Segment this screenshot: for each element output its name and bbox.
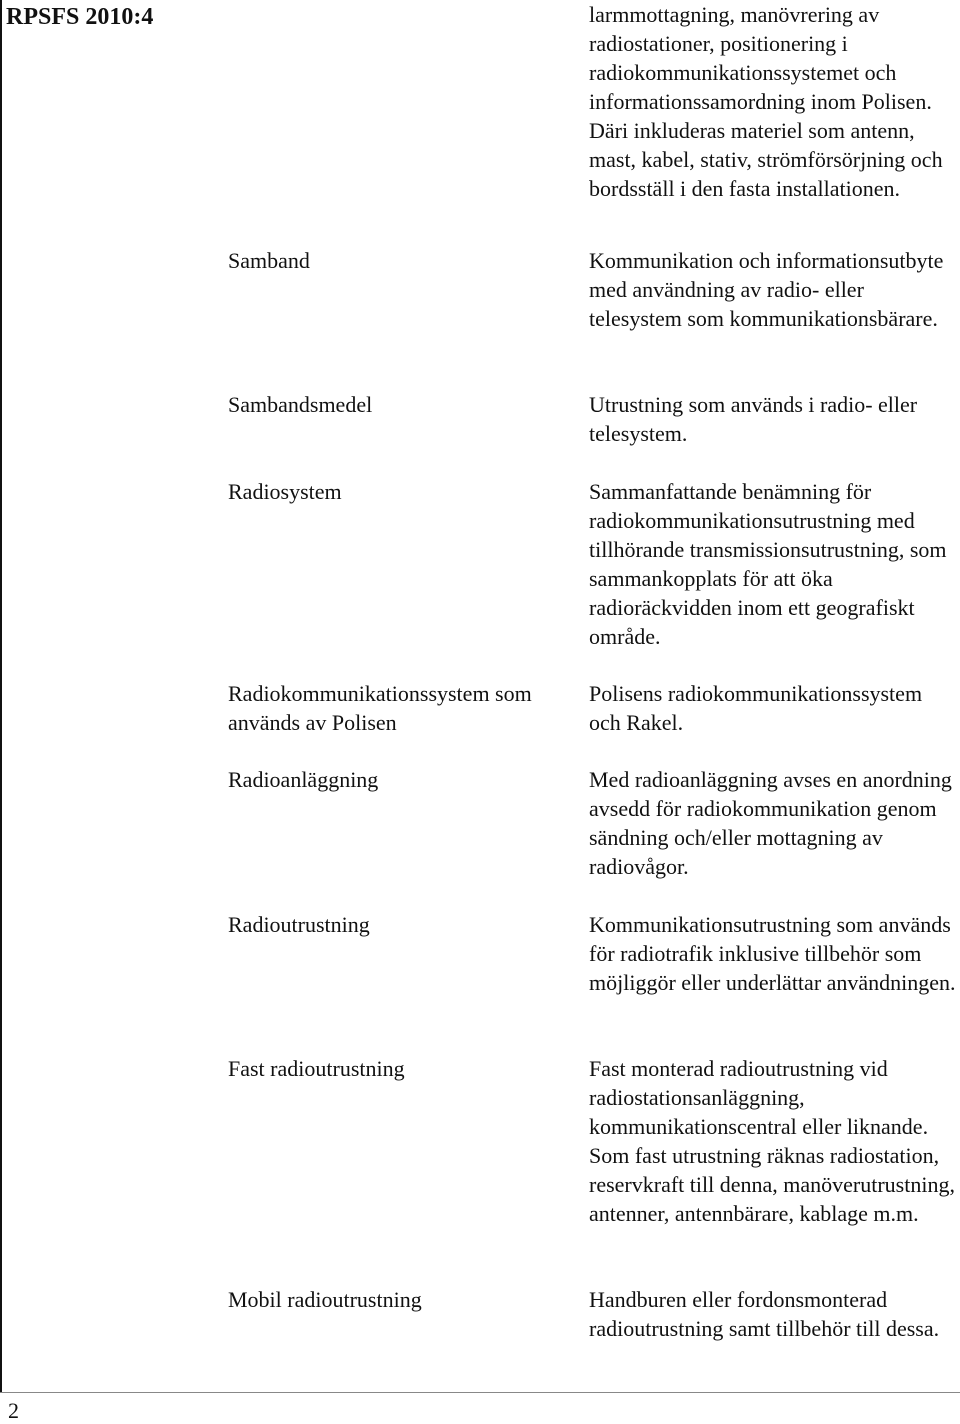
definition-radioanlaggning: Med radioanläggning avses en anordning avsedd för radiokommunikation genom sändning och/eller mottagning av radiovågor. xyxy=(589,767,952,879)
term-radiokommunikationssystem: Radiokommunikationssystem som används av Polisen xyxy=(228,681,532,735)
definition-mobil-radioutrustning: Handburen eller fordonsmonterad radioutrustning samt tillbehör till dessa. xyxy=(589,1287,940,1341)
intro-continuation-text: larmmottagning, manövrering av radiostationer, positionering i radiokommunikationssystemet och informationssamordning inom Polisen. Däri inkluderas materiel som antenn, mast, kabel, stativ, strömförsörjning och bordsställ i den fasta installationen. xyxy=(589,2,943,201)
term-samband: Samband xyxy=(228,248,310,273)
term-sambandsmedel: Sambandsmedel xyxy=(228,392,373,417)
definition-radiokommunikationssystem: Polisens radiokommunikationssystem och Rakel. xyxy=(589,681,923,735)
term-mobil-radioutrustning: Mobil radioutrustning xyxy=(228,1287,422,1312)
page-footer-divider xyxy=(0,1392,960,1393)
page-number: 2 xyxy=(8,1398,19,1423)
term-radioutrustning: Radioutrustning xyxy=(228,912,370,937)
definition-sambandsmedel: Utrustning som används i radio- eller telesystem. xyxy=(589,392,918,446)
term-fast-radioutrustning: Fast radioutrustning xyxy=(228,1056,405,1081)
term-radiosystem: Radiosystem xyxy=(228,479,342,504)
definition-radiosystem: Sammanfattande benämning för radiokommunikationsutrustning med tillhörande transmissionsutrustning, som sammankopplats för att öka radioräckvidden inom ett geografiskt område. xyxy=(589,479,947,649)
document-header: RPSFS 2010:4 xyxy=(6,4,154,30)
term-radioanlaggning: Radioanläggning xyxy=(228,767,379,792)
definition-fast-radioutrustning: Fast monterad radioutrustning vid radiostationsanläggning, kommunikationscentral eller liknande. Som fast utrustning räknas radiostation, reservkraft till denna, manöverutrustning, antenner, antennbärare, kablage m.m. xyxy=(589,1056,955,1226)
definition-samband: Kommunikation och informationsutbyte med användning av radio- eller telesystem som kommunikationsbärare. xyxy=(589,248,944,331)
definition-radioutrustning: Kommunikationsutrustning som används för radiotrafik inklusive tillbehör som möjliggör eller underlättar användningen. xyxy=(589,912,956,995)
page-left-border xyxy=(0,0,2,1393)
